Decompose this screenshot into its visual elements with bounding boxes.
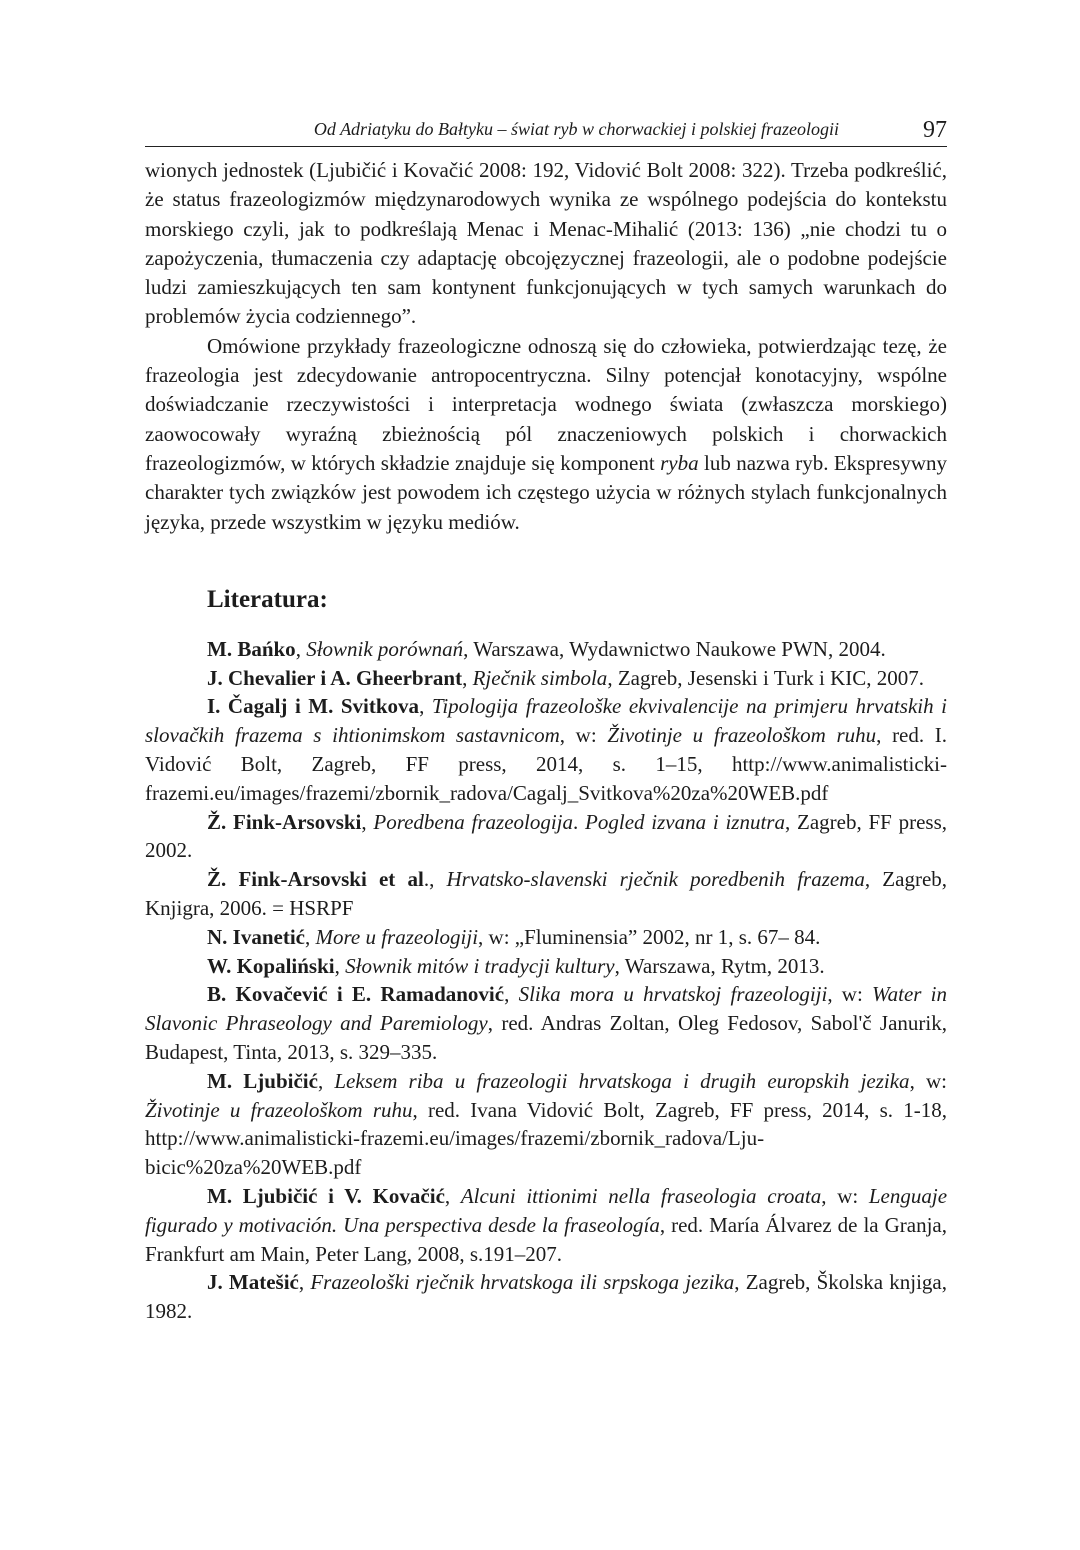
reference-title: Hrvatsko-slavenski rječnik poredbenih frazema [446,867,865,892]
text-run: Omówione przykłady frazeologiczne odnoszą się do człowieka, potwierdzając tezę, że frazeologia jest zdecydowanie antropocentryczna. Silny potencjał konotacyjny, wspólne doświadczanie rzeczywistości i interpretacja wodnego świata (zwłaszcza morskiego) zaowocowały wyraźną zbieżnością pól znaczeniowych polskich i chorwackich frazeologizmów, w których składzie znajduje się komponent [145,333,947,475]
reference-title: Pogled izvana i iznutra [585,809,785,834]
page-number: 97 [923,117,947,143]
reference-title: Životinje u frazeološkom ruhu [145,1097,413,1122]
reference-title: Water in Slavonic Phraseology and Paremiology [145,982,948,1036]
reference-title: Słownik porównań [306,636,464,661]
reference-text: . [573,809,586,834]
reference-author: Ž. Fink-Arsovski et al [207,867,424,892]
reference-title: Slika mora u hrvatskoj frazeologiji [518,982,828,1007]
reference-text: , Warszawa, Rytm, 2013. [614,953,825,978]
paragraph: wionych jednostek (Ljubičić i Kovačić 2008: 192, Vidović Bolt 2008: 322). Trzeba podkreślić, że status frazeologizmów międzynarodowych wynika ze wspólnego podejścia do kontekstu morskiego czyli, jak to podkreślają Menac i Menac-Mihalić (2013: 136) „nie chodzi tu o zapożyczenia, tłumaczenia czy adaptację obcojęzycznej frazeologii, ale o podobne podejście ludzi zamieszkujących ten sam kontynent funkcjonujących w tych samych warunkach do problemów życia codziennego”. [145,158,947,329]
reference-text: , [334,953,346,978]
bibliography-entry [145,952,947,981]
reference-title: More u frazeologiji [315,924,479,949]
reference-text: , w: [827,982,873,1007]
reference-text: , Zagreb, Knjigra, 2006. = HSRPF [145,867,948,921]
reference-text: , red. Andras Zoltan, Oleg Fedosov, Sabol'č Janurik, Budapest, Tinta, 2013, s. 329–335. [145,1011,948,1065]
reference-title: Životinje u frazeološkom ruhu [607,723,877,748]
reference-author: M. Bańko [207,636,296,661]
reference-author: M. Ljubičić i V. Kovačić [207,1184,445,1208]
reference-title: Rječnik simbola [472,665,608,690]
reference-text: , [317,1068,335,1093]
bibliography-entry [145,808,947,866]
reference-text: , Zagreb, FF press, 2002. [145,809,947,863]
reference-text: , w: „Fluminensia” 2002, nr 1, s. 67– 84. [478,924,821,949]
bibliography-entry [145,664,947,693]
bibliography-entry [145,692,947,807]
reference-author: J. Chevalier i A. Gheerbrant [207,665,463,690]
bibliography-list [145,635,947,1326]
reference-text: , [444,1184,461,1208]
reference-text: , [298,1270,311,1295]
reference-author: J. Matešić [207,1270,299,1295]
reference-text: , w: [821,1184,869,1208]
reference-text: , red. Ivana Vidović Bolt, Zagreb, FF press, 2014, s. 1-18, http://www.animalisticki-frazemi.eu/images/frazemi/zbornik_radova/Ljubicic%20za%20WEB.pdf [145,1097,947,1180]
paragraph [145,332,947,537]
reference-text: , [504,982,519,1007]
reference-text: , [305,924,316,949]
reference-text: ., [423,867,447,892]
reference-text: , Warszawa, Wydawnictwo Naukowe PWN, 2004. [463,636,886,661]
reference-text: , Zagreb, Jesenski i Turk i KIC, 2007. [607,665,925,690]
reference-title: Alcuni ittionimi nella fraseologia croata [460,1184,822,1208]
reference-title: Frazeološki rječnik hrvatskoga ili srpskoga jezika [310,1270,735,1295]
reference-author: Ž. Fink-Arsovski [207,809,362,834]
bibliography-entry [145,635,947,664]
bibliography-entry [145,980,947,1066]
reference-text: , w: [559,723,608,748]
reference-text: , red. María Álvarez de la Granja, Frankfurt am Main, Peter Lang, 2008, s.191–207. [145,1212,947,1266]
reference-title: Lenguaje figurado y motivación. Una perspectiva desde la fraseología [145,1184,948,1237]
main-text [145,156,947,1326]
reference-text: , w: [909,1068,947,1093]
text-run: lub nazwa ryb. Ekspresywny charakter tych związków jest powodem ich częstego użycia w różnych stylach funkcjonalnych języka, przede wszystkim w języku mediów. [145,450,947,534]
reference-author: I. Čagalj i M. Svitkova [207,694,420,719]
bibliography-entry [145,1067,947,1182]
running-header [145,112,947,147]
bibliography-entry [145,1182,947,1268]
reference-author: M. Ljubičić [207,1068,318,1093]
text-run-italic: ryba [660,450,699,475]
reference-text: , [462,665,473,690]
bibliography-entry [145,923,947,952]
bibliography-heading: Literatura: [207,585,328,613]
bibliography-entry [145,1268,947,1326]
reference-author: B. Kovačević i E. Ramadanović [207,982,505,1007]
reference-title: Poredbena frazeologija [373,809,574,834]
reference-title: Leksem riba u frazeologii hrvatskoga i drugih europskih jezika [334,1068,910,1093]
reference-text: , Zagreb, Školska knjiga, 1982. [145,1270,948,1324]
reference-text: , [361,809,374,834]
running-title: Od Adriatyku do Bałtyku – świat ryb w chorwackiej i polskiej frazeologii [313,119,839,139]
reference-author: N. Ivanetić [207,924,305,949]
reference-author: W. Kopaliński [207,953,335,978]
reference-title: Słownik mitów i tradycji kultury [345,953,615,978]
reference-text: , red. I. Vidović Bolt, Zagreb, FF press, 2014, s. 1–15, http://www.​animalisticki-frazemi.eu/images/frazemi/zbornik_radova/Cagalj_Svitkova%20​za%20WEB.pdf [145,723,948,805]
reference-text: , [419,694,432,719]
bibliography-entry [145,865,947,923]
reference-text: , [295,636,307,661]
reference-title: Tipologija frazeološke ekvivalencije na primjeru hrvatskih i slovačkih frazema s ihtionimskom sastavnicom [145,694,947,748]
